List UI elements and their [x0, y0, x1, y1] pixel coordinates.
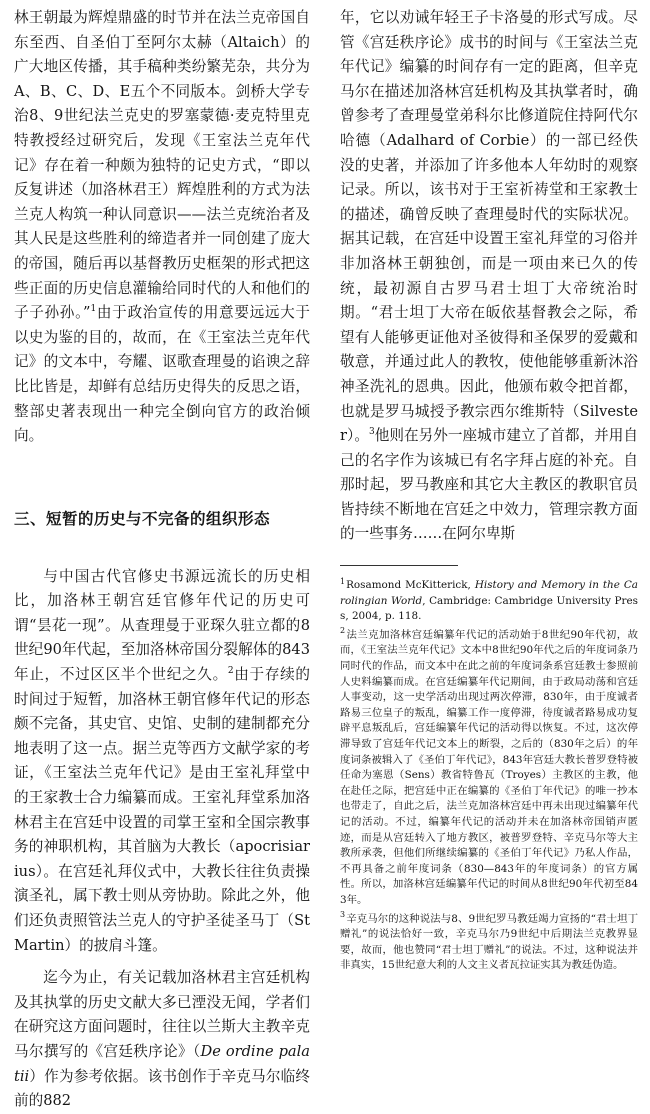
footnote-book-title: History and Memory in the Carolingian World — [340, 579, 638, 607]
footnote-number: 3 — [340, 910, 346, 920]
footnote-marker[interactable]: 3 — [368, 427, 375, 438]
paragraph-text: 年，它以劝诫年轻王子卡洛曼的形式写成。尽管《宫廷秩序论》成书的时间与《王室法兰克年代记》编纂的时间存有一定的距离，但辛克马尔在描述加洛林宫廷机构及其执掌者时，确曾参考了查理曼堂弟科尔比修道院住持阿代尔哈德（Adalhard of Corbie）的一部已经佚没的史著，并添加了许多他本人年幼时的观察记录。所以，该书对于王室祈祷堂和王家教士的描述，确曾反映了查理曼时代的实际状况。据其记载，在宫廷中设置王室礼拜堂的习俗并非加洛林王朝独创，而是一项由来已久的传统，最初源自古罗马君士坦丁大帝统治时期。“君士坦丁大帝在皈依基督教会之际，希望有人能够更证他对圣彼得和圣保罗的爱戴和敬意，并通过此人的教牧，使他能够重新沐浴神圣洗礼的恩典。因此，他颁布敕令把首都，也就是罗马城授予教宗西尔维斯特（Silvester）。 — [340, 9, 638, 445]
footnote-marker[interactable]: 1 — [90, 304, 97, 315]
paragraph-text: 他则在另外一座城市建立了首都，并用自己的名字作为该城已有名字拜占庭的补充。自那时起，罗马教座和其它大主教区的教职官员皆持续不断地在宫廷之中效力，管理宗教方面的一些事务……在阿尔卑斯 — [340, 427, 638, 543]
body-paragraph — [340, 6, 638, 547]
footnote — [340, 578, 638, 625]
left-column — [14, 6, 310, 1114]
footnote-text: 辛克马尔的这种说法与8、9世纪罗马教廷竭力宣扬的“君士坦丁赠礼”的说法恰好一致，辛克马尔乃9世纪中后期法兰克教界显要，故而，他也赞同“君士坦丁赠礼”的说法。不过，这种说法并非真实，15世纪意大利的人文主义者瓦拉证实其为教廷伪造。 — [340, 912, 638, 972]
body-paragraph — [14, 565, 310, 959]
footnote-text: , Cambridge: Cambridge University Press, 2004, p. 118. — [340, 594, 638, 623]
footnote-text: 法兰克加洛林宫廷编纂年代记的活动始于8世纪90年代初，故而，《王室法兰克年代记》文本中8世纪90年代之后的年度词条乃同时代的作品，而文本中在此之前的年度词条系宫廷教士参照前人史料编纂而成。在宫廷编纂年代记期间，由于政局动荡和宫廷人事变动，这一史学活动出现过两次停滞，830年，由于度诚者路易三位皇子的叛乱，编纂工作一度停滞，待度诚者路易成功复辟平息叛乱后，宫廷编纂年代记的活动得以恢复。不过，这次停滞导致了宫廷年代记文本上的断裂，之后的（830年之后）的年度词条被辑入了《圣伯丁年代记》，843年宫廷大教长普罗登特被任命为塞恩（Sens）教省特鲁瓦（Troyes）主教区的主教，他在赴任之际，把宫廷中正在编纂的《圣伯丁年代记》的唯一抄本也带走了，自此之后，法兰克加洛林宫廷中再未出现过编纂年代记的活动。不过，编纂年代记的活动并未在加洛林帝国销声匿迹，而是从宫廷转入了地方教区，被普罗登特、辛克马尔等大主教所承袭，但他们所继续编纂的《圣伯丁年代记》乃私人作品，不再具备之前年度词条（830—843年的年度词条）的官方属性。所以，加洛林宫廷编纂年代记的时间从8世纪90年代初至843年。 — [340, 628, 638, 906]
italic-title: De ordine palatii — [14, 1042, 310, 1085]
footnote — [340, 912, 638, 974]
paragraph-text: 由于存续的时间过于短暂，加洛林王朝官修年代记的形态颇不完备，其史官、史馆、史制的建制都充分地表明了这一点。据兰克等西方文献学家的考证，《王室法兰克年代记》是由王室礼拜堂中的王家教士合力编纂而成。王室礼拜堂系加洛林君主在宫廷中设置的司掌王室和全国宗教事务的神职机构，其首脑为大教长（apocrisiarius）。在宫廷礼拜仪式中，大教长往往负责操演圣礼，属下教士则从旁协助。除此之外，他们还负责照管法兰克人的守护圣徒圣马丁（St Martin）的披肩斗篷。 — [14, 666, 310, 954]
paragraph-text: 由于政治宣传的用意要远远大于以史为鉴的目的，故而，在《王室法兰克年代记》的文本中，夸耀、讴歌查理曼的谄谀之辞比比皆是，却鲜有总结历史得失的反思之语，整部史著表现出一种完全倒向官方的政治倾向。 — [14, 304, 310, 445]
footnotes — [340, 578, 638, 974]
footnote-marker[interactable]: 2 — [227, 666, 234, 677]
paragraph-text: ）作为参考依据。该书创作于辛克马尔临终前的882 — [14, 1067, 310, 1110]
paragraph-text: 迄今为止，有关记载加洛林君主宫廷机构及其执掌的历史文献大多已湮没无闻，学者们在研究这方面问题时，往往以兰斯大主教辛克马尔撰写的《宫廷秩序论》（ — [14, 969, 310, 1060]
footnote — [340, 628, 638, 909]
body-paragraph — [14, 6, 310, 449]
footnote-number: 2 — [340, 626, 346, 636]
footnote-divider — [340, 565, 458, 566]
body-paragraph — [14, 966, 310, 1114]
right-column — [340, 6, 638, 977]
footnote-text: Rosamond McKitterick, — [346, 579, 475, 592]
footnote-number: 1 — [340, 576, 346, 586]
paragraph-text: 与中国古代官修史书源远流长的历史相比，加洛林王朝宫廷官修年代记的历史可谓“昙花一现”。从查理曼于亚琛久驻立都的8世纪90年代起，至加洛林帝国分裂解体的843年止，不过区区半个世纪之久。 — [14, 567, 310, 684]
paragraph-text: 林王朝最为辉煌鼎盛的时节并在法兰克帝国自东至西、自圣伯丁至阿尔太赫（Altaich）的广大地区传播，其手稿种类纷繁芜杂，共分为A、B、C、D、E五个不同版本。剑桥大学专治8、9世纪法兰克史的罗塞蒙德·麦克特里克特教授经过研究后，发现《王室法兰克年代记》存在着一种颇为独特的记史方式，“即以反复讲述（加洛林君王）辉煌胜利的方式为法兰克人构筑一种认同意识——法兰克统治者及其人民是这些胜利的缔造者并一同创建了庞大的帝国，随后再以基督教历史框架的形式把这些正面的历史信息灌输给同时代的人和他们的子子孙孙。” — [14, 9, 310, 322]
section-heading: 三、短暂的历史与不完备的组织形态 — [14, 509, 271, 528]
